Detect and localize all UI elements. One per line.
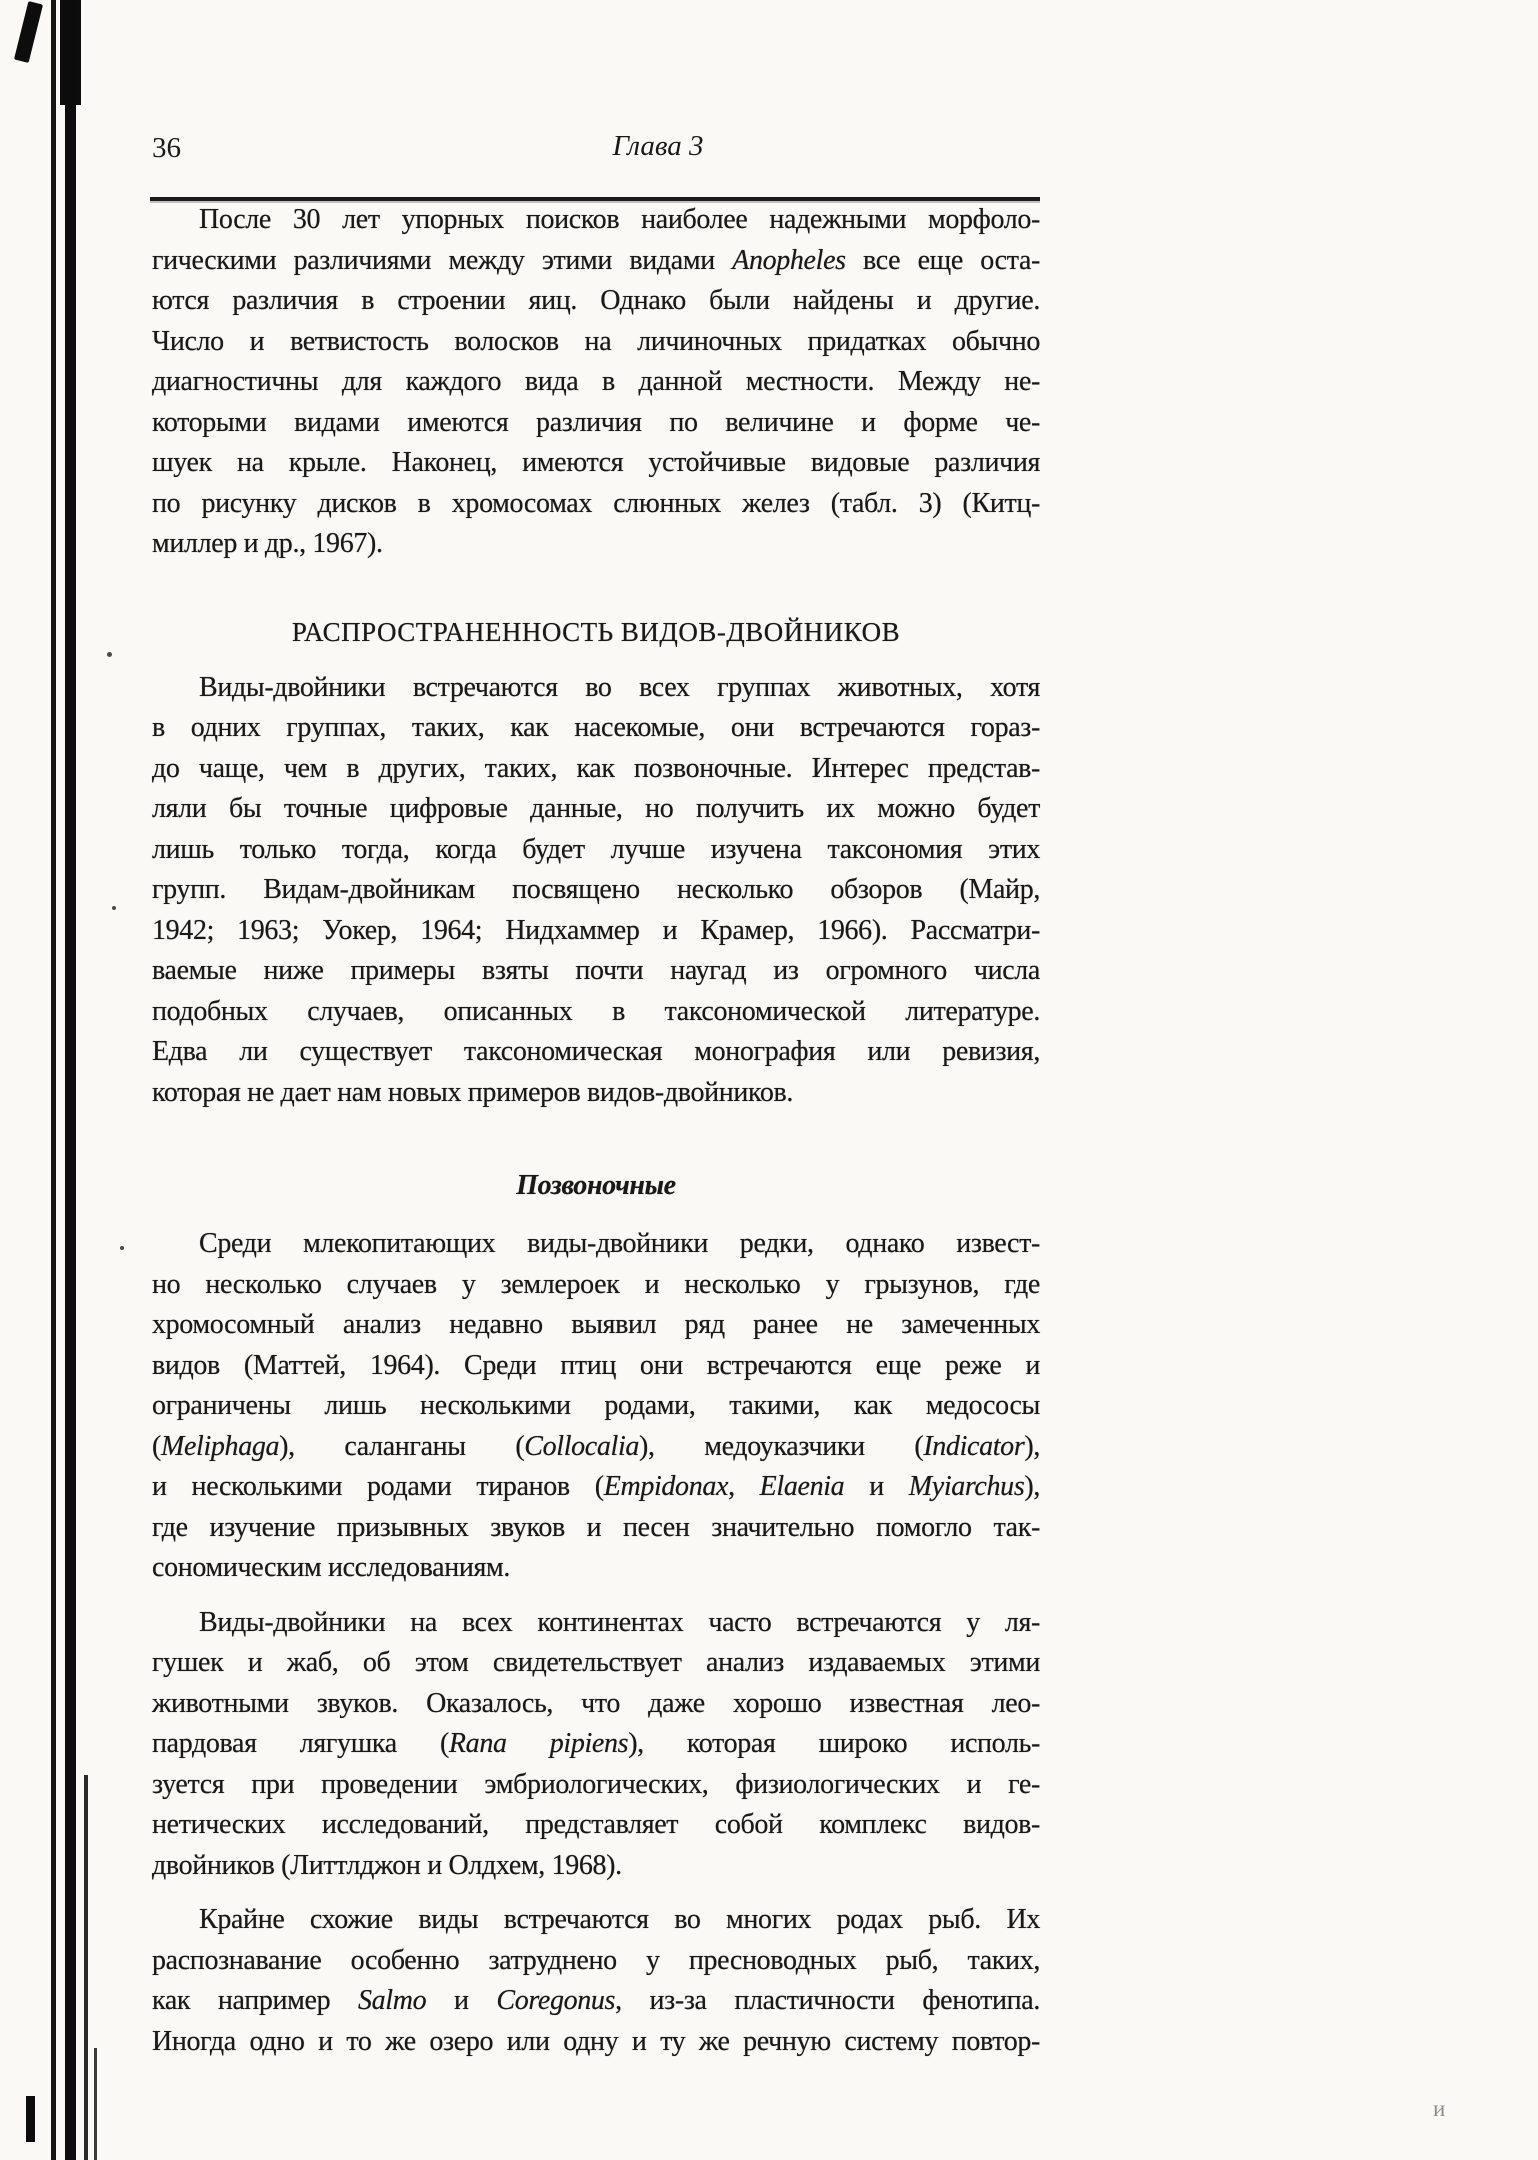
text-line: Иногда одно и то же озеро или одну и ту же речную систему повтор- bbox=[152, 2025, 1040, 2057]
text-line: ются различия в строении яиц. Однако были найдены и другие. bbox=[152, 285, 1040, 316]
text-line: которая не дает нам новых примеров видов-двойников. bbox=[152, 1076, 793, 1108]
species-name: Anopheles bbox=[732, 244, 846, 276]
paragraph bbox=[152, 200, 1040, 565]
text-line: нетических исследований, представляет собой комплекс видов- bbox=[152, 1809, 1040, 1840]
corner-mark: и bbox=[1433, 2096, 1446, 2121]
paragraph bbox=[152, 1900, 1040, 2062]
text-line: Число и ветвистость волосков на личиночных придатках обычно bbox=[152, 325, 1040, 357]
text-line: хромосомный анализ недавно выявил ряд ранее не замеченных bbox=[152, 1309, 1040, 1340]
species-name: Empidonax bbox=[603, 1471, 729, 1502]
text-line: по рисунку дисков в хромосомах слюнных желез (табл. 3) (Китц- bbox=[152, 487, 1040, 519]
text-line: двойников (Литтлджон и Олдхем, 1968). bbox=[152, 1849, 622, 1881]
text-line: до чаще, чем в других, таких, как позвоночные. Интерес представ- bbox=[152, 752, 1040, 784]
text-line: 1942; 1963; Уокер, 1964; Нидхаммер и Крамер, 1966). Рассматри- bbox=[152, 914, 1040, 946]
binding-mark bbox=[14, 1, 43, 63]
text-line: где изучение призывных звуков и песен значительно помогло так- bbox=[152, 1511, 1040, 1543]
text-line: миллер и др., 1967). bbox=[152, 528, 383, 559]
text-line: сономическим исследованиям. bbox=[152, 1552, 511, 1583]
running-title: Глава 3 bbox=[612, 130, 704, 162]
binding-line bbox=[51, 0, 56, 2160]
text-line: (Meliphaga), саланганы (Collocalia), медоуказчики (Indicator), bbox=[152, 1430, 1040, 1462]
text-line: После 30 лет упорных поисков наиболее надежными морфоло- bbox=[199, 204, 1040, 235]
text-line: шуек на крыле. Наконец, имеются устойчивые видовые различия bbox=[152, 447, 1040, 478]
section-heading: РАСПРОСТРАНЕННОСТЬ ВИДОВ-ДВОЙНИКОВ bbox=[291, 616, 901, 647]
species-name: Meliphaga bbox=[160, 1430, 280, 1462]
text-line: подобных случаев, описанных в таксономической литературе. bbox=[152, 995, 1040, 1027]
species-name: Indicator bbox=[923, 1430, 1025, 1462]
text-line: гическими различиями между этими видами Anopheles все еще оста- bbox=[152, 244, 1040, 276]
species-name: Coregonus bbox=[496, 1985, 616, 2016]
scan-speck bbox=[112, 906, 116, 910]
page-number: 36 bbox=[152, 132, 181, 164]
text-line: групп. Видам-двойникам посвящено несколько обзоров (Майр, bbox=[152, 874, 1040, 905]
binding-line bbox=[65, 0, 76, 2160]
text-line: Крайне схожие виды встречаются во многих родах рыб. Их bbox=[199, 1904, 1040, 1935]
text-line: которыми видами имеются различия по величине и форме че- bbox=[152, 406, 1040, 438]
binding-mark bbox=[26, 2096, 35, 2142]
text-line: пардовая лягушка (Rana pipiens), которая широко исполь- bbox=[152, 1728, 1040, 1759]
scan-speck bbox=[120, 1246, 124, 1250]
text-line: видов (Маттей, 1964). Среди птиц они встречаются еще реже и bbox=[152, 1349, 1040, 1381]
text-line: диагностичны для каждого вида в данной местности. Между не- bbox=[152, 366, 1040, 397]
text-line: зуется при проведении эмбриологических, физиологических и ге- bbox=[152, 1768, 1040, 1800]
species-name: Elaenia bbox=[759, 1471, 845, 1502]
text-line: и несколькими родами тиранов (Empidonax, Elaenia и Myiarchus), bbox=[152, 1471, 1040, 1502]
text-line: гушек и жаб, об этом свидетельствует анализ издаваемых этими bbox=[152, 1647, 1040, 1678]
species-name: Myiarchus bbox=[908, 1471, 1025, 1502]
text-line: ляли бы точные цифровые данные, но получить их можно будет bbox=[152, 793, 1040, 824]
paragraph bbox=[152, 1603, 1040, 1887]
text-line: Едва ли существует таксономическая монография или ревизия, bbox=[152, 1036, 1040, 1067]
binding-line bbox=[94, 2048, 97, 2160]
text-line: Виды-двойники встречаются во всех группах животных, хотя bbox=[199, 671, 1040, 703]
scan-speck bbox=[107, 652, 112, 657]
text-line: как например Salmo и Coregonus, из-за пластичности фенотипа. bbox=[152, 1985, 1040, 2016]
text-line: лишь только тогда, когда будет лучше изучена таксономия этих bbox=[152, 833, 1040, 865]
text-line: Виды-двойники на всех континентах часто встречаются у ля- bbox=[199, 1606, 1040, 1638]
text-line: но несколько случаев у землероек и несколько у грызунов, где bbox=[152, 1268, 1040, 1300]
text-line: ограничены лишь несколькими родами, такими, как медососы bbox=[152, 1390, 1040, 1421]
text-line: в одних группах, таких, как насекомые, они встречаются гораз- bbox=[152, 712, 1040, 743]
species-name: Collocalia bbox=[524, 1430, 640, 1462]
text-line: ваемые ниже примеры взяты почти наугад из огромного числа bbox=[152, 955, 1040, 986]
species-name: Salmo bbox=[358, 1985, 427, 2016]
text-column bbox=[152, 200, 1040, 2062]
binding-line bbox=[84, 1775, 88, 2160]
text-line: животными звуков. Оказалось, что даже хорошо известная лео- bbox=[152, 1687, 1040, 1719]
subsection-heading: Позвоночные bbox=[516, 1170, 676, 1201]
paragraph bbox=[152, 1224, 1040, 1589]
paragraph bbox=[152, 668, 1040, 1114]
species-name: Rana pipiens bbox=[448, 1728, 629, 1759]
text-line: Среди млекопитающих виды-двойники редки, однако извест- bbox=[199, 1228, 1040, 1259]
text-line: распознавание особенно затруднено у пресноводных рыб, таких, bbox=[152, 1944, 1040, 1976]
